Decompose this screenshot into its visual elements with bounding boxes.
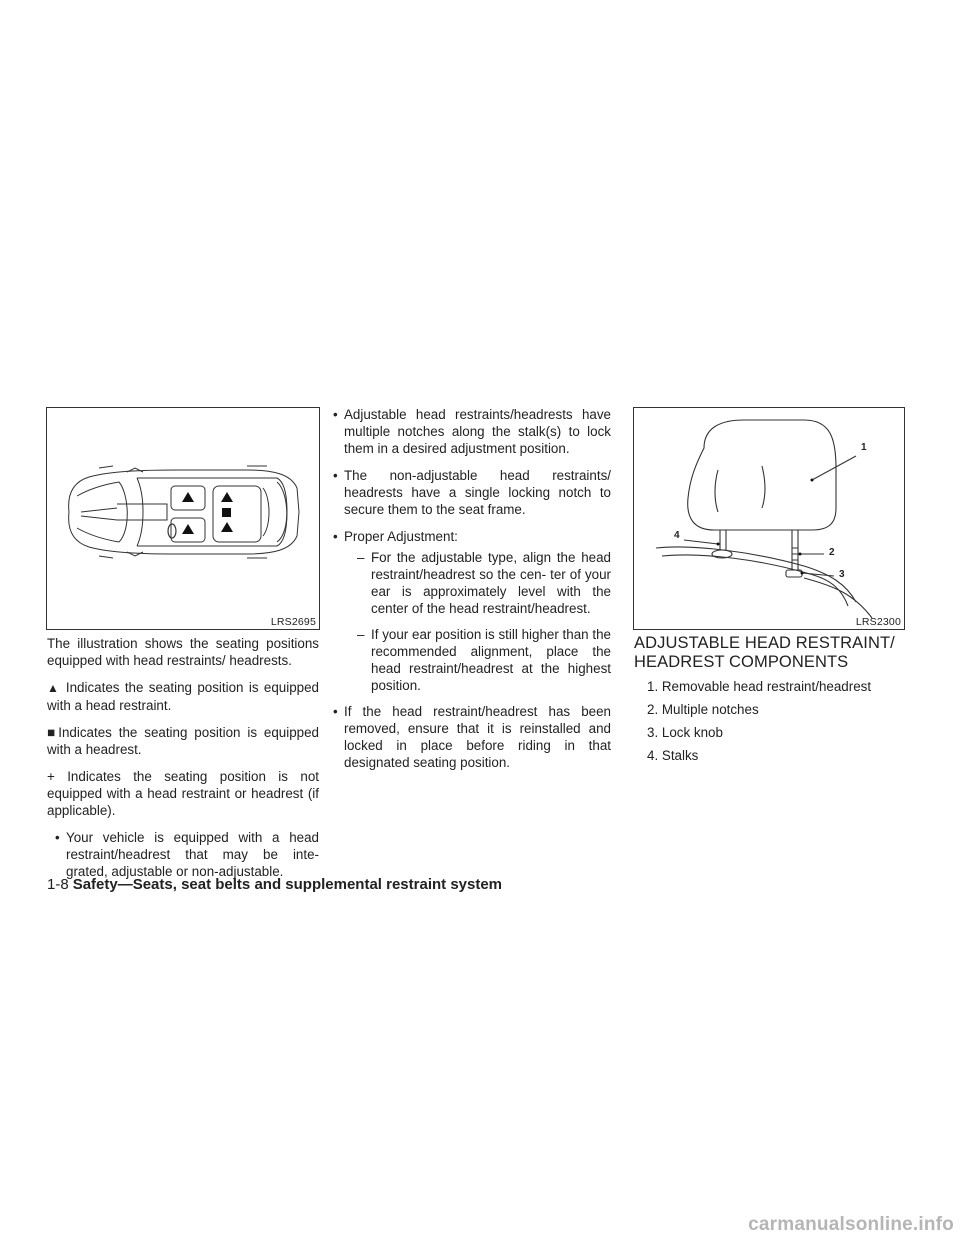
watermark: carmanualsonline.info bbox=[748, 1214, 954, 1235]
car-top-view-icon bbox=[47, 408, 321, 631]
dash-marker: – bbox=[357, 550, 365, 565]
callout-1: 1 bbox=[861, 442, 867, 453]
callout-2: 2 bbox=[829, 547, 835, 558]
heading-line: HEADREST COMPONENTS bbox=[634, 653, 849, 671]
triangle-icon: ▲ bbox=[47, 681, 61, 695]
callout-3: 3 bbox=[839, 569, 845, 580]
square-icon: ■ bbox=[47, 725, 59, 740]
square-legend bbox=[47, 724, 319, 758]
column-1 bbox=[47, 635, 319, 890]
headrest-components-figure bbox=[633, 407, 905, 630]
list-item: 1. Removable head restraint/headrest bbox=[647, 679, 872, 694]
section-heading bbox=[634, 634, 906, 672]
list-item bbox=[333, 467, 611, 518]
triangle-marker-icon bbox=[221, 522, 233, 532]
bullet-marker: • bbox=[55, 830, 60, 845]
bullet-marker: • bbox=[333, 407, 338, 422]
components-list bbox=[647, 678, 907, 770]
heading-line: ADJUSTABLE HEAD RESTRAINT/ bbox=[634, 634, 895, 652]
dash-marker: – bbox=[357, 627, 365, 642]
intro-paragraph: The illustration shows the seating positions equipped with head restraints/ headrests. bbox=[47, 636, 319, 668]
bullet-marker: • bbox=[333, 529, 338, 544]
list-item-text: Your vehicle is equipped with a head restraint/headrest that may be inte- grated, adjustable or non-adjustable. bbox=[66, 830, 319, 879]
sub-list-item-text: For the adjustable type, align the head restraint/headrest so the cen- ter of your ear is approximately level with the center of the head restraint/headrest. bbox=[371, 550, 611, 616]
triangle-legend bbox=[47, 679, 319, 714]
list-item bbox=[333, 528, 611, 545]
list-item: 4. Stalks bbox=[647, 748, 699, 763]
bullet-marker: • bbox=[333, 704, 338, 719]
page-footer bbox=[47, 876, 502, 893]
list-item bbox=[333, 406, 611, 457]
circle-marker-icon bbox=[168, 524, 176, 538]
triangle-marker-icon bbox=[221, 492, 233, 502]
list-item: 2. Multiple notches bbox=[647, 702, 759, 717]
seating-positions-figure bbox=[46, 407, 320, 630]
triangle-legend-text: Indicates the seating position is equipped with a head restraint. bbox=[47, 680, 319, 713]
figure-code: LRS2695 bbox=[270, 616, 316, 628]
triangle-marker-icon bbox=[182, 524, 194, 534]
square-legend-text: Indicates the seating position is equipped with a headrest. bbox=[47, 725, 320, 757]
plus-legend: + Indicates the seating position is not equipped with a head restraint or headrest (if applicable). bbox=[47, 769, 319, 818]
bullet-marker: • bbox=[333, 468, 338, 483]
list-item: 3. Lock knob bbox=[647, 725, 723, 740]
sub-list-item bbox=[357, 549, 611, 617]
sub-list-item bbox=[357, 626, 611, 694]
figure-code: LRS2300 bbox=[855, 616, 901, 628]
list-item-text: Proper Adjustment: bbox=[344, 529, 458, 544]
list-item-text: Adjustable head restraints/headrests have multiple notches along the stalk(s) to lock them in a desired adjustment position. bbox=[344, 407, 611, 456]
square-marker-icon bbox=[222, 508, 231, 517]
list-item-text: The non-adjustable head restraints/ headrests have a single locking notch to secure them to the seat frame. bbox=[344, 468, 611, 517]
list-item bbox=[333, 703, 611, 771]
callout-4: 4 bbox=[674, 530, 680, 541]
list-item-text: If the head restraint/headrest has been removed, ensure that it is reinstalled and locked in place before riding in that designated seating position. bbox=[344, 704, 611, 770]
column-2 bbox=[333, 406, 611, 781]
triangle-marker-icon bbox=[182, 492, 194, 502]
list-item bbox=[55, 829, 319, 880]
page-number: 1-8 bbox=[47, 876, 69, 893]
section-title: Safety—Seats, seat belts and supplemental restraint system bbox=[72, 876, 503, 893]
sub-list-item-text: If your ear position is still higher than the recommended alignment, place the head restraint/headrest at the highest position. bbox=[371, 627, 611, 693]
